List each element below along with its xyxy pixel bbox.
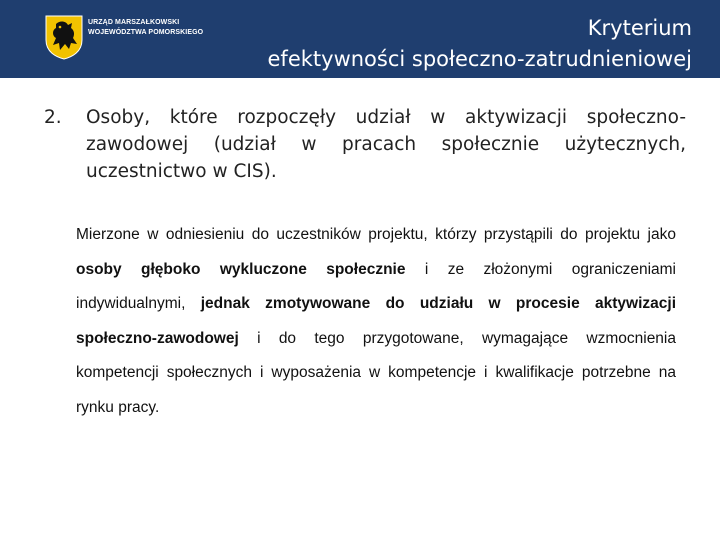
description-text-2: i ze złożonymi ograniczeniami indywidualnymi,	[76, 260, 677, 312]
organization-name-line1: URZĄD MARSZAŁKOWSKI	[88, 19, 180, 26]
organization-name-line2: WOJEWÓDZTWA POMORSKIEGO	[88, 29, 204, 36]
page-title-line1: Kryterium	[587, 16, 692, 40]
point-text: Osoby, które rozpoczęły udział w aktywizacji społeczno-zawodowej (udział w pracach społecznie użytecznych, uczestnictwo w CIS).	[86, 107, 686, 182]
description-bold-1: osoby głęboko wykluczone społecznie	[76, 260, 406, 278]
griffin-coat-of-arms-icon	[44, 14, 84, 60]
description-bold-2: jednak zmotywowane do udziału w procesie aktywizacji społeczno-zawodowej	[76, 295, 677, 347]
page-title-line2: efektywności społeczno-zatrudnieniowej	[267, 47, 692, 71]
description-text-3: i do tego przygotowane, wymagające wzmocnienia kompetencji społecznych i wyposażenia w kompetencje i kwalifikacje potrzebne na rynku pracy.	[76, 329, 676, 416]
slide-header	[0, 0, 720, 78]
page-title	[172, 13, 692, 75]
point-number: 2.	[44, 107, 62, 128]
description-text-1: Mierzone w odniesieniu do uczestników projektu, którzy przystąpili do projektu jako	[76, 226, 676, 243]
description-paragraph	[76, 218, 676, 425]
numbered-point	[44, 104, 686, 185]
